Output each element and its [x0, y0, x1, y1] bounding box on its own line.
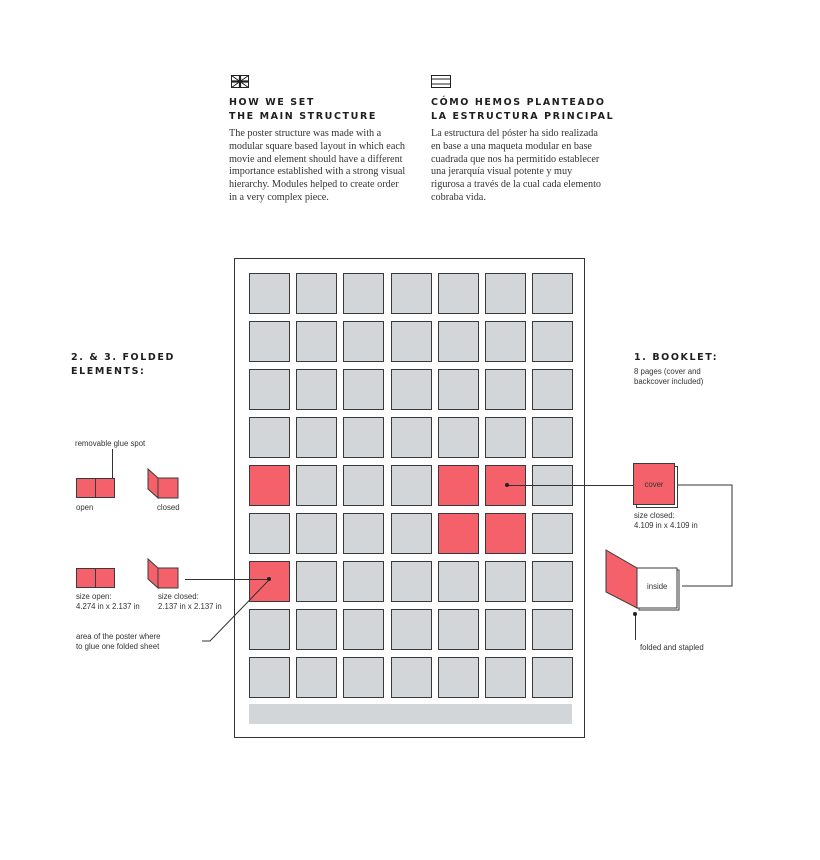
closed-sheet-icon: [145, 467, 181, 501]
english-heading: HOW WE SET THE MAIN STRUCTURE: [229, 97, 377, 122]
poster-cell: [485, 273, 526, 314]
poster-cell: [249, 369, 290, 410]
poster-cell: [343, 513, 384, 554]
poster-cell: [296, 609, 337, 650]
poster-cell: [485, 321, 526, 362]
size-closed-label: size closed: 2.137 in x 2.137 in: [158, 592, 222, 611]
size-closed-sheet-icon: [145, 557, 181, 591]
poster-cell: [532, 513, 573, 554]
booklet-cover: [633, 463, 675, 505]
poster-cell: [296, 369, 337, 410]
poster-cell: [391, 273, 432, 314]
poster-cell: [391, 561, 432, 602]
size-open-sheet-left: [76, 568, 96, 588]
booklet-inside-icon: [603, 548, 683, 612]
poster-cell: [438, 273, 479, 314]
booklet-size-label: size closed: 4.109 in x 4.109 in: [634, 511, 698, 530]
stapled-leader-line: [635, 614, 636, 640]
poster-cell: [296, 273, 337, 314]
size-open-sheet-right: [95, 568, 115, 588]
poster-cell: [343, 417, 384, 458]
open-label: open: [76, 503, 94, 512]
spain-flag-icon: [431, 75, 451, 88]
poster-cell: [296, 417, 337, 458]
poster-cell: [485, 561, 526, 602]
poster-cell: [249, 417, 290, 458]
poster-cell: [438, 369, 479, 410]
poster-cell: [391, 657, 432, 698]
poster-cell: [485, 417, 526, 458]
poster-cell: [485, 609, 526, 650]
open-sheet-left: [76, 478, 96, 498]
poster-cell: [485, 657, 526, 698]
poster-cell: [532, 657, 573, 698]
poster-cell: [296, 513, 337, 554]
poster-cell: [249, 273, 290, 314]
poster-cell: [438, 417, 479, 458]
booklet-pages-label: 8 pages (cover and backcover included): [634, 367, 704, 386]
poster-cell: [343, 273, 384, 314]
poster-cell: [391, 321, 432, 362]
poster-cell: [532, 273, 573, 314]
spanish-body: La estructura del póster ha sido realizada en base a una maqueta modular en base cuadrada que nos ha permitido establecer una jerarquía visual potente y muy rigurosa a través de la cual cada elemento cobraba vida.: [431, 128, 601, 203]
poster-footer-bar: [249, 704, 572, 724]
poster-cell: [532, 321, 573, 362]
poster-cell: [391, 417, 432, 458]
inside-label: inside: [647, 582, 668, 591]
poster-cell: [249, 321, 290, 362]
poster-cell: [249, 513, 290, 554]
stapled-label: folded and stapled: [640, 643, 704, 652]
booklet-connector-line: [507, 485, 633, 486]
poster-cell: [438, 561, 479, 602]
poster-cell: [343, 609, 384, 650]
poster-cell: [485, 369, 526, 410]
folded-heading: 2. & 3. FOLDED ELEMENTS:: [71, 352, 175, 377]
poster-cell: [296, 657, 337, 698]
open-sheet-right: [95, 478, 115, 498]
booklet-heading: 1. BOOKLET:: [634, 352, 719, 363]
area-leader-line: [200, 579, 272, 643]
poster-cell-highlighted: [438, 465, 479, 506]
poster-cell-highlighted: [249, 465, 290, 506]
poster-cell: [296, 465, 337, 506]
poster-cell: [532, 417, 573, 458]
area-label: area of the poster where to glue one folded sheet: [76, 632, 161, 651]
poster-cell-highlighted: [485, 513, 526, 554]
poster-cell: [296, 321, 337, 362]
poster-cell: [343, 561, 384, 602]
poster-cell: [438, 321, 479, 362]
poster-cell: [438, 657, 479, 698]
uk-flag-icon: [231, 75, 249, 88]
poster-cell: [438, 609, 479, 650]
glue-spot-label: removable glue spot: [75, 439, 146, 448]
staple-dot: [633, 612, 637, 616]
poster-cell: [391, 465, 432, 506]
poster-cell: [391, 513, 432, 554]
poster-cell: [391, 369, 432, 410]
poster-cell: [532, 369, 573, 410]
booklet-poster-dot: [505, 483, 509, 487]
poster-cell-highlighted: [438, 513, 479, 554]
poster-cell: [249, 657, 290, 698]
cover-label: cover: [644, 480, 664, 489]
poster-cell: [391, 609, 432, 650]
poster-cell: [343, 369, 384, 410]
poster-layout: [234, 258, 585, 738]
cover-inside-bracket: [676, 482, 736, 590]
poster-cell: [532, 609, 573, 650]
poster-cell: [343, 321, 384, 362]
spanish-heading: CÓMO HEMOS PLANTEADO LA ESTRUCTURA PRINCIPAL: [431, 97, 615, 122]
size-open-label: size open: 4.274 in x 2.137 in: [76, 592, 140, 611]
poster-cell: [296, 561, 337, 602]
poster-cell: [532, 561, 573, 602]
english-body: The poster structure was made with a modular square based layout in which each movie and element should have a different importance established with a strong visual hierarchy. Modules helped to create order in a very complex piece.: [229, 128, 406, 203]
poster-cell: [343, 465, 384, 506]
poster-cell: [343, 657, 384, 698]
closed-label: closed: [157, 503, 180, 512]
